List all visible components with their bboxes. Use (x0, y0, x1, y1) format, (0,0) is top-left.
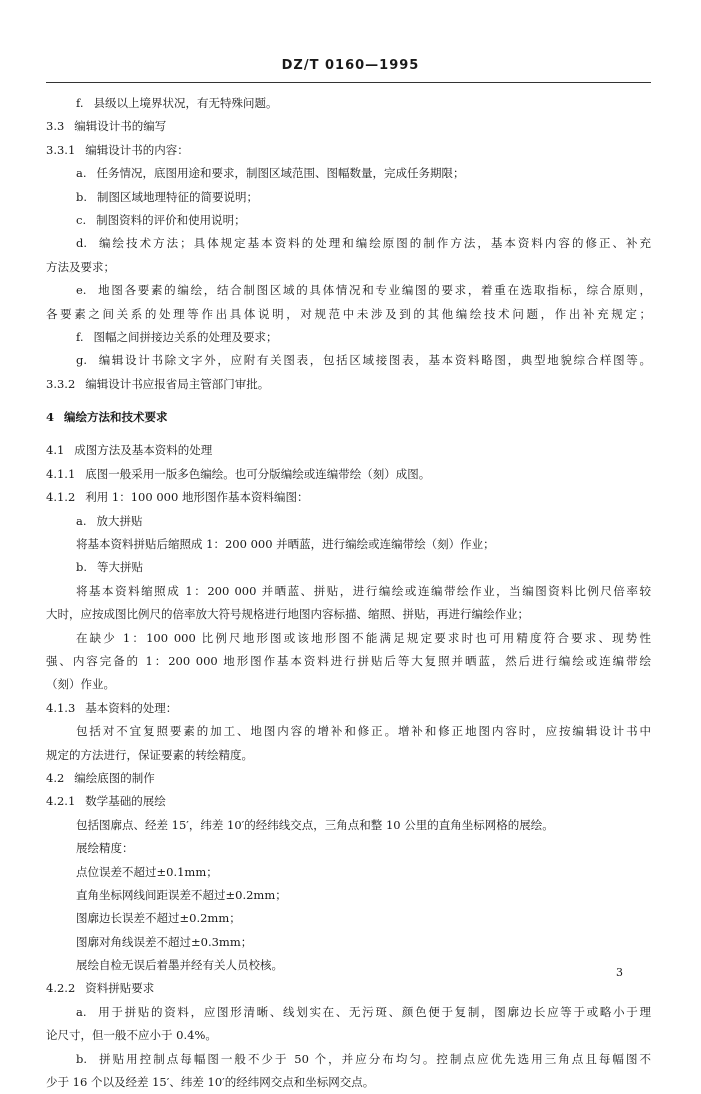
clause-number: f. (76, 96, 84, 110)
clause-number: 4.2 (46, 770, 65, 785)
clause-text: 放大拼贴 (96, 513, 143, 528)
text-line (46, 861, 651, 884)
clause-text: 论尺寸，但一般不应小于 0.4%。 (46, 1028, 217, 1043)
text-line (46, 510, 651, 533)
clause-text: （刻）作业。 (46, 677, 115, 692)
clause-number: 4.1 (46, 443, 65, 458)
clause-text: 规定的方法进行，保证要素的转绘精度。 (46, 747, 253, 762)
clause-number: b. (76, 1051, 88, 1066)
text-line (46, 1001, 651, 1024)
text-line (46, 673, 651, 696)
clause-text: 县级以上境界状况，有无特殊问题。 (93, 96, 278, 110)
clause-text: 将基本资料缩照成 1：200 000 并晒蓝、拼贴，进行编绘或连编带绘作业，当编图资料比例尺倍率较 (76, 583, 651, 598)
text-line (46, 790, 651, 813)
page-number: 3 (616, 966, 623, 979)
clause-number: c. (76, 212, 87, 227)
clause-text: 点位误差不超过±0.1mm； (76, 864, 218, 879)
clause-text: 强、内容完备的 1：200 000 地形图作基本资料进行拼贴后等大复照并晒蓝，然后进行编绘或连编带绘 (46, 653, 651, 668)
page-header: DZ/T 0160—1995 (281, 58, 420, 73)
clause-text: 数学基础的展绘 (85, 794, 166, 809)
text-line (46, 744, 651, 767)
text-line (46, 232, 651, 255)
clause-text: 地图各要素的编绘，结合制图区域的具体情况和专业编图的要求，着重在选取指标，综合原则， (96, 283, 651, 298)
clause-text: 底图一般采用一版多色编绘。也可分版编绘或连编带绘（刻）成图。 (85, 466, 431, 481)
clause-text: 编绘方法和技术要求 (64, 410, 168, 425)
text-line (46, 814, 651, 837)
clause-text: 图廓边长误差不超过±0.2mm； (76, 911, 241, 926)
text-line (46, 720, 651, 743)
clause-number: a. (76, 513, 87, 528)
clause-number: d. (76, 236, 88, 251)
text-line (46, 977, 651, 1000)
clause-text: 制图资料的评价和使用说明； (96, 212, 246, 227)
clause-text: 将基本资料拼贴后缩照成 1：200 000 并晒蓝，进行编绘或连编带绘（刻）作业； (76, 537, 495, 552)
text-line (46, 767, 651, 790)
clause-text: 拼贴用控制点每幅图一般不少于 50 个，并应分布均匀。控制点应优先选用三角点且每幅图不 (97, 1051, 651, 1066)
text-line (46, 256, 651, 279)
clause-number: a. (76, 1004, 87, 1019)
clause-text: 包括对不宜复照要素的加工、地图内容的增补和修正。增补和修正地图内容时，应按编辑设计书中 (76, 724, 651, 739)
text-line (46, 92, 651, 115)
text-line (46, 556, 651, 579)
clause-number: 4.1.1 (46, 466, 76, 481)
text-line (46, 139, 651, 162)
text-line (46, 439, 651, 462)
text-line (46, 884, 651, 907)
text-line (46, 1024, 651, 1047)
text-line (46, 837, 651, 860)
clause-text: 编辑设计书除文字外，应附有关图表，包括区域接图表，基本资料略图，典型地貌综合样图等。 (97, 353, 651, 368)
text-line (46, 486, 651, 509)
text-line (46, 954, 651, 977)
clause-text: 编辑设计书的内容： (85, 142, 189, 157)
text-line (46, 650, 651, 673)
text-line (46, 115, 651, 138)
clause-text: 编辑设计书应报省局主管部门审批。 (85, 376, 270, 391)
text-line (46, 603, 651, 626)
text-line (46, 209, 651, 232)
text-line (46, 373, 651, 396)
clause-text: 大时，应按成图比例尺的倍率放大符号规格进行地图内容标描、缩照、拼贴，再进行编绘作业； (46, 607, 529, 622)
clause-number: e. (76, 283, 87, 298)
clause-number: 4.1.2 (46, 490, 76, 505)
clause-number: g. (76, 353, 88, 368)
clause-number: b. (76, 189, 88, 204)
clause-text: 编绘技术方法；具体规定基本资料的处理和编绘原图的制作方法，基本资料内容的修正、补充 (97, 236, 651, 251)
text-line (46, 463, 651, 486)
clause-number: 4.2.1 (46, 794, 76, 809)
text-line (46, 186, 651, 209)
clause-text: 图幅之间拼接边关系的处理及要求； (93, 329, 278, 344)
clause-text: 展绘自检无误后着墨并经有关人员校核。 (76, 958, 283, 973)
text-line (46, 1048, 651, 1071)
clause-text: 制图区域地理特征的简要说明； (97, 189, 259, 204)
clause-number: 3.3.1 (46, 142, 76, 157)
header-rule (46, 82, 651, 83)
text-line (46, 697, 651, 720)
clause-number: a. (76, 166, 87, 181)
spacer (46, 396, 651, 406)
clause-number: 3.3 (46, 119, 65, 134)
clause-text: 等大拼贴 (97, 560, 144, 575)
clause-text: 成图方法及基本资料的处理 (74, 443, 213, 458)
text-line (46, 349, 651, 372)
clause-text: 在缺少 1：100 000 比例尺地形图或该地形图不能满足规定要求时也可用精度符合要求、现势性 (76, 630, 651, 645)
clause-text: 方法及要求； (46, 259, 115, 274)
clause-text: 图廓对角线误差不超过±0.3mm； (76, 934, 253, 949)
clause-text: 包括图廓点、经差 15′，纬差 10′的经纬线交点，三角点和整 10 公里的直角坐标网格的展绘。 (76, 817, 554, 832)
text-line (46, 1071, 651, 1094)
clause-number: 3.3.2 (46, 376, 76, 391)
clause-text: 编辑设计书的编写 (74, 119, 167, 134)
clause-text: 资料拼贴要求 (85, 981, 155, 996)
clause-text: 利用 1：100 000 地形图作基本资料编图： (85, 490, 309, 505)
clause-text: 用于拼贴的资料，应图形清晰、线划实在、无污斑、颜色便于复制，图廓边长应等于或略小于理 (96, 1004, 651, 1019)
text-line (46, 279, 651, 302)
spacer (46, 429, 651, 439)
clause-number: b. (76, 560, 88, 575)
text-line (46, 533, 651, 556)
clause-text: 基本资料的处理： (85, 700, 178, 715)
clause-number: 4.2.2 (46, 981, 76, 996)
text-line (46, 326, 651, 349)
text-line (46, 580, 651, 603)
clause-text: 任务情况，底图用途和要求，制图区域范围、图幅数量，完成任务期限； (96, 166, 465, 181)
clause-text: 各要素之间关系的处理等作出具体说明，对规范中未涉及到的其他编绘技术问题，作出补充规定； (46, 306, 651, 321)
clause-number: 4.1.3 (46, 700, 76, 715)
text-line (46, 162, 651, 185)
text-line (46, 303, 651, 326)
clause-text: 编绘底图的制作 (74, 770, 155, 785)
clause-text: 直角坐标网线间距误差不超过±0.2mm； (76, 887, 287, 902)
clause-number: f. (76, 329, 84, 344)
text-line (46, 907, 651, 930)
clause-text: 少于 16 个以及经差 15′、纬差 10′的经纬网交点和坐标网交点。 (46, 1075, 375, 1090)
document-body (46, 92, 651, 1094)
text-line (46, 406, 651, 429)
text-line (46, 931, 651, 954)
clause-number: 4 (46, 410, 55, 425)
text-line (46, 627, 651, 650)
clause-text: 展绘精度： (76, 841, 134, 856)
